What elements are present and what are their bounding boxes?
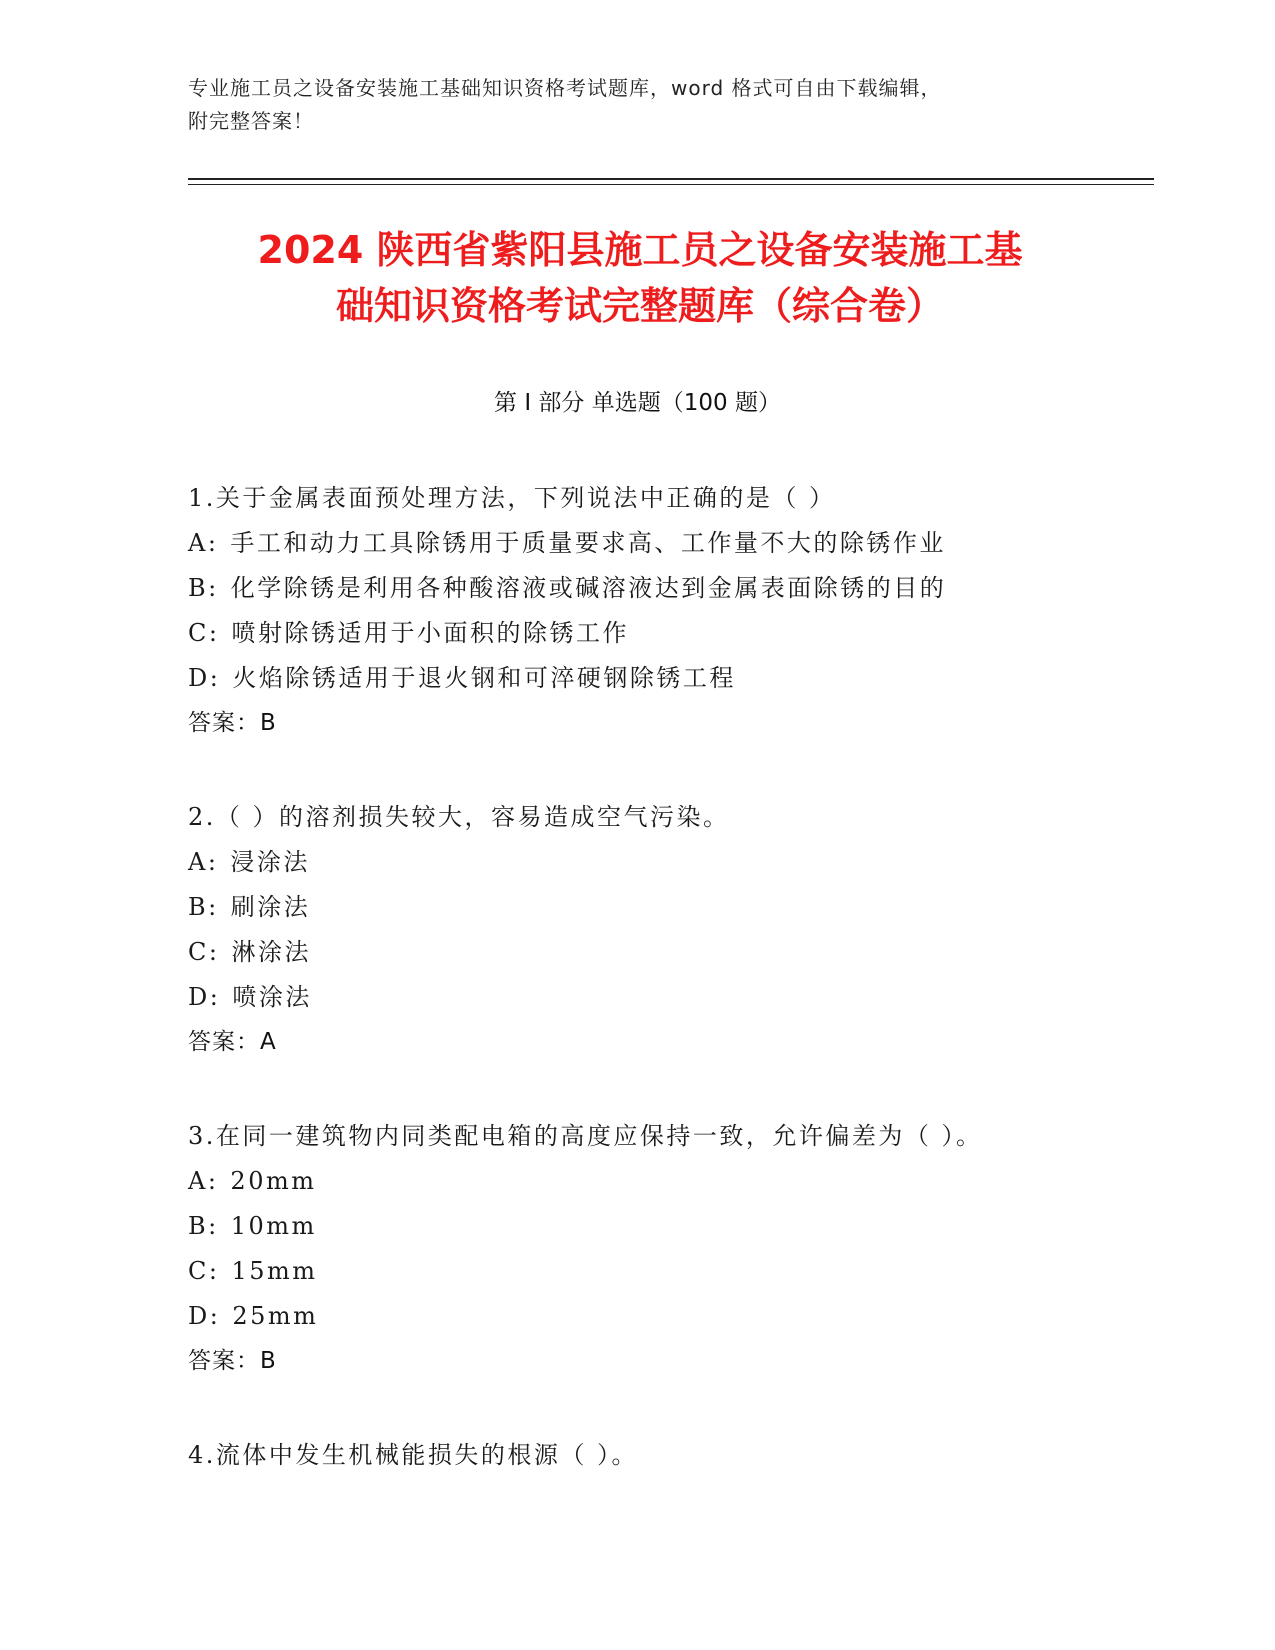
- option-text: 淋涂法: [231, 938, 311, 966]
- question-4: [188, 1433, 1148, 1478]
- option-label: C:: [188, 619, 220, 647]
- option-b: [188, 566, 1148, 611]
- answer-line: 答案：B: [188, 710, 277, 736]
- question-stem: 3.在同一建筑物内同类配电箱的高度应保持一致，允许偏差为（ ）。: [188, 1122, 983, 1150]
- document-title: [160, 222, 1120, 334]
- answer-line: 答案：B: [188, 1348, 277, 1374]
- option-b: [188, 885, 1148, 930]
- option-text: 化学除锈是利用各种酸溶液或碱溶液达到金属表面除锈的目的: [230, 574, 947, 602]
- option-label: D:: [188, 983, 221, 1011]
- option-c: [188, 930, 1148, 975]
- option-a: [188, 1159, 1148, 1204]
- section-title: 第 I 部分 单选题（100 题）: [494, 390, 781, 416]
- question-2: [188, 795, 1148, 1065]
- question-spacer: [188, 746, 1148, 795]
- option-text: 20mm: [230, 1167, 317, 1195]
- header-note-line-2: 附完整答案！: [188, 109, 314, 133]
- option-label: B:: [188, 1212, 219, 1240]
- option-label: A:: [188, 529, 219, 557]
- option-label: D:: [188, 1302, 221, 1330]
- option-label: C:: [188, 1257, 220, 1285]
- option-text: 浸涂法: [230, 848, 310, 876]
- option-d: [188, 656, 1148, 701]
- option-label: D:: [188, 664, 221, 692]
- option-b: [188, 1204, 1148, 1249]
- question-spacer: [188, 1384, 1148, 1433]
- option-a: [188, 840, 1148, 885]
- option-d: [188, 1294, 1148, 1339]
- option-text: 喷射除锈适用于小面积的除锈工作: [231, 619, 629, 647]
- header-note: [188, 72, 1088, 138]
- header-divider-thin: [188, 184, 1154, 185]
- option-d: [188, 975, 1148, 1020]
- option-text: 10mm: [230, 1212, 317, 1240]
- option-c: [188, 1249, 1148, 1294]
- answer-line: 答案：A: [188, 1029, 277, 1055]
- header-note-line-1: 专业施工员之设备安装施工基础知识资格考试题库，word 格式可自由下载编辑，: [188, 76, 942, 100]
- option-label: B:: [188, 893, 219, 921]
- option-text: 手工和动力工具除锈用于质量要求高、工作量不大的除锈作业: [230, 529, 946, 557]
- document-title-line-2: 础知识资格考试完整题库（综合卷）: [335, 284, 944, 328]
- option-text: 喷涂法: [232, 983, 312, 1011]
- option-c: [188, 611, 1148, 656]
- question-stem: 1.关于金属表面预处理方法，下列说法中正确的是（ ）: [188, 484, 836, 512]
- option-a: [188, 521, 1148, 566]
- question-list: [188, 476, 1148, 1478]
- option-text: 刷涂法: [230, 893, 311, 921]
- option-label: A:: [188, 1167, 219, 1195]
- question-1: [188, 476, 1148, 746]
- option-text: 25mm: [232, 1302, 319, 1330]
- question-stem: 2.（ ）的溶剂损失较大，容易造成空气污染。: [188, 803, 730, 831]
- option-label: C:: [188, 938, 220, 966]
- option-text: 火焰除锈适用于退火钢和可淬硬钢除锈工程: [232, 664, 736, 692]
- option-label: A:: [188, 848, 219, 876]
- question-3: [188, 1114, 1148, 1384]
- document-title-line-1: 2024 陕西省紫阳县施工员之设备安装施工基: [257, 228, 1023, 272]
- question-spacer: [188, 1065, 1148, 1114]
- option-text: 15mm: [231, 1257, 318, 1285]
- question-stem: 4.流体中发生机械能损失的根源（ ）。: [188, 1441, 639, 1469]
- option-label: B:: [188, 574, 219, 602]
- header-divider-thick: [188, 178, 1154, 180]
